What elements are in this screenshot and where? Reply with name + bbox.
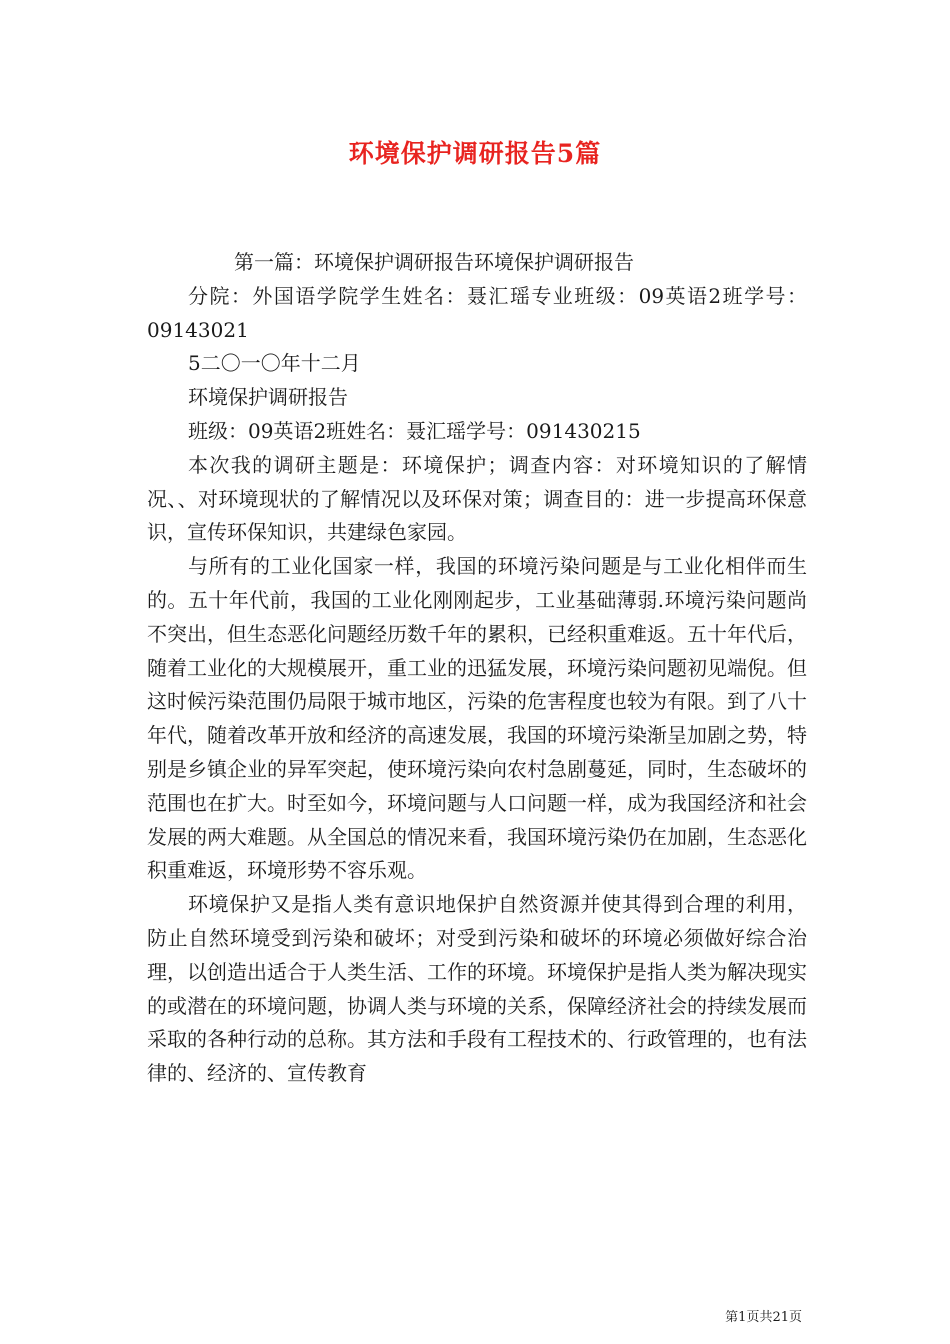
body-paragraph: 环境保护又是指人类有意识地保护自然资源并使其得到合理的利用，防止自然环境受到污染和破坏；对受到污染和破坏的环境必须做好综合治理，以创造出适合于人类生活、工作的环境。环境保护是指人类为解决现实的或潜在的环境问题，协调人类与环境的关系，保障经济社会的持续发展而采取的各种行动的总称。其方法和手段有工程技术的、行政管理的，也有法律的、经济的、宣传教育	[147, 892, 807, 1086]
report-subtitle: 环境保护调研报告	[188, 385, 348, 410]
section-heading: 第一篇：环境保护调研报告环境保护调研报告	[234, 250, 634, 274]
page-number-footer: 第1页共21页	[725, 1310, 802, 1325]
class-info-line: 班级：09英语2班姓名：聂汇瑶学号：091430215	[188, 418, 641, 443]
body-paragraph: 与所有的工业化国家一样，我国的环境污染问题是与工业化相伴而生的。五十年代前，我国的工业化刚刚起步，工业基础薄弱.环境污染问题尚不突出，但生态恶化问题经历数千年的累积，已经积重难返。五十年代后，随着工业化的大规模展开，重工业的迅猛发展，环境污染问题初见端倪。但这时候污染范围仍局限于城市地区，污染的危害程度也较为有限。到了八十年代，随着改革开放和经济的高速发展，我国的环境污染渐呈加剧之势，特别是乡镇企业的异军突起，使环境污染向农村急剧蔓延，同时，生态破坏的范围也在扩大。时至如今，环境问题与人口问题一样，成为我国经济和社会发展的两大难题。从全国总的情况来看，我国环境污染仍在加剧，生态恶化积重难返，环境形势不容乐观。	[147, 554, 807, 883]
document-title: 环境保护调研报告5篇	[348, 139, 602, 168]
body-paragraph: 本次我的调研主题是：环境保护；调查内容：对环境知识的了解情况、、对环境现状的了解情况以及环保对策；调查目的：进一步提高环保意识，宣传环保知识，共建绿色家园。	[147, 452, 807, 545]
author-info-line: 分院：外国语学院学生姓名：聂汇瑶专业班级：09英语2班学号：09143021	[147, 283, 807, 342]
date-line: 5二〇一〇年十二月	[188, 351, 361, 376]
document-body	[147, 246, 807, 1091]
